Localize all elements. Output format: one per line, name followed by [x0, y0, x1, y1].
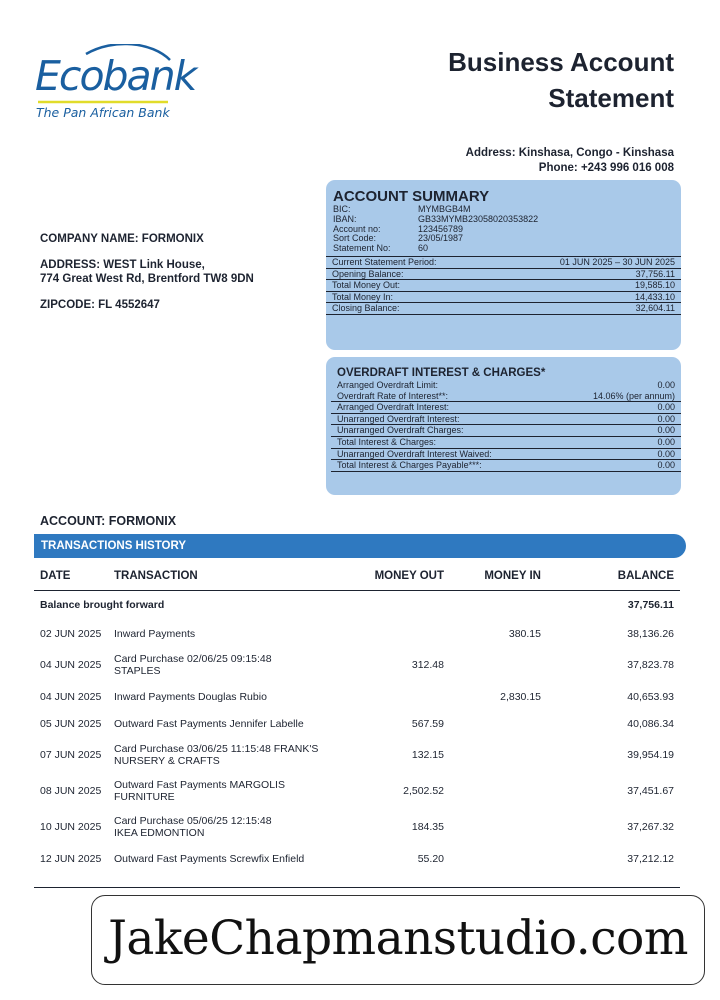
title-line-2: Statement — [548, 83, 674, 113]
tx-line: Outward Fast Payments MARGOLIS — [114, 779, 285, 791]
overdraft-row — [331, 380, 681, 391]
tx-line: FURNITURE — [114, 791, 175, 803]
summary-value: 14,433.10 — [634, 291, 675, 302]
title-line-1: Business Account — [448, 47, 674, 77]
cell-transaction — [114, 773, 344, 809]
tx-line: STAPLES — [114, 665, 161, 677]
ecobank-logo — [34, 44, 196, 126]
col-money-out: MONEY OUT — [344, 562, 444, 590]
detail-value: 123456789 — [418, 223, 464, 234]
cell-date: 10 JUN 2025 — [40, 821, 102, 833]
cell-money-out: 184.35 — [411, 821, 444, 833]
overdraft-label: Unarranged Overdraft Interest: — [337, 413, 460, 424]
col-date: DATE — [34, 562, 114, 590]
cell-date: 07 JUN 2025 — [40, 749, 102, 761]
table-row — [34, 845, 680, 872]
summary-label: Current Statement Period: — [332, 256, 437, 267]
cell-money-out: 567.59 — [411, 717, 444, 730]
cell-money-in — [444, 737, 544, 773]
col-money-in: MONEY IN — [444, 562, 544, 590]
transactions-history-bar: TRANSACTIONS HISTORY — [34, 534, 686, 558]
company-details — [40, 232, 254, 312]
cell-money-in: 2,830.15 — [500, 690, 541, 703]
table-header-row — [34, 562, 680, 590]
overdraft-label: Arranged Overdraft Limit: — [337, 380, 439, 390]
cell-date: 02 JUN 2025 — [40, 627, 102, 640]
table-row — [34, 773, 680, 809]
cell-balance: 39,954.19 — [627, 749, 674, 761]
overdraft-label: Total Interest & Charges Payable***: — [337, 460, 482, 471]
tx-line: Inward Payments Douglas Rubio — [114, 690, 267, 703]
col-balance: BALANCE — [544, 562, 680, 590]
company-zipcode: ZIPCODE: FL 4552647 — [40, 299, 160, 311]
statement-title — [448, 44, 674, 116]
cell-money-in: 380.15 — [508, 627, 541, 640]
summary-row — [326, 256, 681, 268]
overdraft-value: 0.00 — [657, 413, 675, 424]
detail-value: 60 — [418, 243, 429, 254]
cell-money-in — [444, 809, 544, 845]
cell-transaction — [114, 710, 344, 737]
overdraft-row — [331, 459, 681, 472]
account-summary-title: ACCOUNT SUMMARY — [333, 188, 490, 205]
company-address-line-1: ADDRESS: WEST Link House, — [40, 259, 205, 271]
cell-date: 08 JUN 2025 — [40, 785, 102, 797]
detail-row — [326, 225, 681, 235]
cell-money-out: 132.15 — [411, 749, 444, 761]
summary-label: Opening Balance: — [332, 268, 404, 279]
overdraft-label: Unarranged Overdraft Charges: — [337, 425, 464, 436]
overdraft-row — [331, 448, 681, 460]
overdraft-title: OVERDRAFT INTEREST & CHARGES* — [337, 367, 546, 379]
logo-tagline: The Pan African Bank — [36, 105, 170, 120]
overdraft-row — [331, 391, 681, 402]
summary-row — [326, 302, 681, 315]
account-details — [326, 205, 681, 254]
detail-label: IBAN: — [333, 213, 357, 224]
table-row — [34, 620, 680, 647]
summary-label: Total Money In: — [332, 291, 394, 302]
watermark-banner: JakeChapmanstudio.com — [91, 895, 705, 985]
account-label: ACCOUNT: FORMONIX — [40, 514, 177, 528]
detail-label: Account no: — [333, 223, 381, 234]
cell-money-in — [444, 710, 544, 737]
tx-line: Card Purchase 02/06/25 09:15:48 — [114, 653, 272, 665]
company-name: COMPANY NAME: FORMONIX — [40, 233, 204, 245]
overdraft-box — [326, 357, 681, 495]
tx-line: NURSERY & CRAFTS — [114, 755, 220, 767]
overdraft-value: 0.00 — [657, 460, 675, 471]
tx-line: IKEA EDMONTION — [114, 827, 205, 839]
transactions-table — [34, 562, 680, 872]
cell-money-in — [444, 845, 544, 872]
detail-value: GB33MYMB23058020353822 — [418, 213, 539, 224]
overdraft-value: 0.00 — [657, 380, 675, 390]
detail-value: 23/05/1987 — [418, 233, 464, 244]
summary-row — [326, 279, 681, 291]
overdraft-value: 0.00 — [657, 436, 675, 447]
logo-wordmark: Ecobank — [35, 52, 196, 100]
summary-row — [326, 291, 681, 303]
detail-value: MYMBGB4M — [418, 204, 471, 214]
account-summary-box — [326, 180, 681, 350]
overdraft-value: 0.00 — [657, 448, 675, 459]
overdraft-row — [331, 413, 681, 425]
cell-money-in — [444, 773, 544, 809]
cell-money-out — [344, 683, 444, 710]
overdraft-rows — [326, 380, 681, 472]
summary-value: 01 JUN 2025 – 30 JUN 2025 — [559, 256, 675, 267]
detail-label: Sort Code: — [333, 233, 377, 244]
detail-row — [326, 244, 681, 254]
cell-money-out: 312.48 — [411, 659, 444, 671]
overdraft-value: 0.00 — [657, 402, 675, 413]
brought-forward-row — [34, 590, 680, 620]
cell-date: 05 JUN 2025 — [40, 717, 102, 730]
col-transaction: TRANSACTION — [114, 562, 344, 590]
cell-transaction — [114, 620, 344, 647]
detail-label: Statement No: — [333, 243, 391, 254]
cell-money-out: 55.20 — [417, 852, 444, 865]
cell-balance: 37,451.67 — [627, 785, 674, 797]
bank-contact — [466, 146, 674, 176]
brought-forward-balance: 37,756.11 — [627, 599, 674, 612]
cell-money-out — [344, 620, 444, 647]
overdraft-value: 0.00 — [657, 425, 675, 436]
cell-date: 12 JUN 2025 — [40, 852, 102, 865]
overdraft-row — [331, 424, 681, 436]
cell-balance: 40,086.34 — [627, 717, 674, 730]
tx-line: Outward Fast Payments Screwfix Enfield — [114, 852, 305, 865]
cell-balance: 38,136.26 — [627, 627, 674, 640]
table-row — [34, 809, 680, 845]
overdraft-value: 14.06% (per annum) — [592, 390, 675, 401]
cell-money-out: 2,502.52 — [403, 785, 444, 797]
cell-money-in — [444, 647, 544, 683]
company-address-line-2: 774 Great West Rd, Brentford TW8 9DN — [40, 273, 254, 285]
cell-date: 04 JUN 2025 — [40, 690, 102, 703]
overdraft-row — [331, 436, 681, 448]
overdraft-label: Arranged Overdraft Interest: — [337, 402, 450, 413]
bank-address: Address: Kinshasa, Congo - Kinshasa — [465, 147, 674, 159]
tx-line: Card Purchase 05/06/25 12:15:48 — [114, 815, 272, 827]
cell-balance: 37,823.78 — [627, 659, 674, 671]
overdraft-label: Unarranged Overdraft Interest Waived: — [337, 448, 492, 459]
summary-label: Closing Balance: — [332, 303, 400, 314]
cell-balance: 37,267.32 — [627, 821, 674, 833]
tx-line: Inward Payments — [114, 627, 196, 640]
table-row — [34, 737, 680, 773]
summary-row — [326, 268, 681, 280]
table-row — [34, 647, 680, 683]
summary-value: 19,585.10 — [634, 280, 675, 291]
table-row — [34, 710, 680, 737]
cell-transaction — [114, 845, 344, 872]
cell-transaction — [114, 809, 344, 845]
cell-transaction — [114, 737, 344, 773]
cell-transaction — [114, 683, 344, 710]
bank-phone: Phone: +243 996 016 008 — [538, 162, 674, 174]
summary-label: Total Money Out: — [332, 280, 401, 291]
summary-rows — [326, 256, 681, 315]
detail-label: BIC: — [333, 204, 351, 214]
tx-line: Card Purchase 03/06/25 11:15:48 FRANK'S — [114, 743, 319, 755]
overdraft-label: Total Interest & Charges: — [337, 436, 437, 447]
cell-balance: 40,653.93 — [627, 690, 674, 703]
cell-balance: 37,212.12 — [627, 852, 674, 865]
cell-date: 04 JUN 2025 — [40, 659, 102, 671]
table-end-rule — [34, 887, 680, 888]
cell-transaction — [114, 647, 344, 683]
summary-value: 32,604.11 — [635, 303, 675, 314]
brought-forward-label: Balance brought forward — [40, 599, 165, 612]
overdraft-label: Overdraft Rate of Interest**: — [337, 390, 449, 401]
summary-value: 37,756.11 — [635, 268, 675, 279]
overdraft-row — [331, 401, 681, 413]
table-row — [34, 683, 680, 710]
tx-line: Outward Fast Payments Jennifer Labelle — [114, 717, 304, 730]
